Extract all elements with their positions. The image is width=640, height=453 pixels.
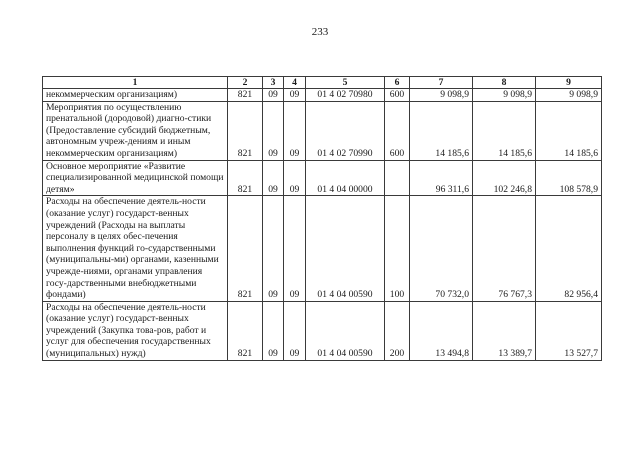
- subsection-code: 09: [284, 301, 306, 360]
- column-header: 6: [385, 77, 410, 89]
- column-header: 3: [263, 77, 284, 89]
- amount-col-9: 14 185,6: [536, 101, 602, 160]
- ministry-code: 821: [228, 89, 263, 102]
- expense-type-code: 600: [385, 89, 410, 102]
- column-header: 8: [473, 77, 536, 89]
- section-code: 09: [263, 301, 284, 360]
- table-row: [43, 160, 602, 196]
- expense-name: Основное мероприятие «Развитие специализированной медицинской помощи детям»: [43, 160, 228, 196]
- expense-type-code: [385, 160, 410, 196]
- target-article-code: 01 4 04 00000: [306, 160, 385, 196]
- subsection-code: 09: [284, 101, 306, 160]
- budget-table: [42, 76, 602, 361]
- section-code: 09: [263, 101, 284, 160]
- amount-col-8: 102 246,8: [473, 160, 536, 196]
- amount-col-7: 13 494,8: [410, 301, 473, 360]
- amount-col-8: 14 185,6: [473, 101, 536, 160]
- amount-col-8: 76 767,3: [473, 196, 536, 301]
- ministry-code: 821: [228, 301, 263, 360]
- amount-col-9: 82 956,4: [536, 196, 602, 301]
- amount-col-8: 13 389,7: [473, 301, 536, 360]
- amount-col-9: 9 098,9: [536, 89, 602, 102]
- table-header-row: [43, 77, 602, 89]
- section-code: 09: [263, 196, 284, 301]
- ministry-code: 821: [228, 160, 263, 196]
- table-row: [43, 89, 602, 102]
- table-row: [43, 101, 602, 160]
- expense-type-code: 100: [385, 196, 410, 301]
- target-article-code: 01 4 02 70990: [306, 101, 385, 160]
- column-header: 9: [536, 77, 602, 89]
- section-code: 09: [263, 160, 284, 196]
- column-header: 1: [43, 77, 228, 89]
- subsection-code: 09: [284, 160, 306, 196]
- amount-col-7: 96 311,6: [410, 160, 473, 196]
- page-number: 233: [311, 26, 329, 38]
- amount-col-9: 108 578,9: [536, 160, 602, 196]
- amount-col-9: 13 527,7: [536, 301, 602, 360]
- subsection-code: 09: [284, 196, 306, 301]
- column-header: 5: [306, 77, 385, 89]
- table-row: [43, 196, 602, 301]
- ministry-code: 821: [228, 196, 263, 301]
- expense-name: Расходы на обеспечение деятель-ности (оказание услуг) государст-венных учреждений (Расходы на выплаты персоналу в целях обес-печения выполнения функций го-сударственными (муниципальны-ми) органами, казенными учрежде-ниями, органами управления госу-дарственными внебюджетными фондами): [43, 196, 228, 301]
- target-article-code: 01 4 02 70980: [306, 89, 385, 102]
- expense-type-code: 600: [385, 101, 410, 160]
- expense-type-code: 200: [385, 301, 410, 360]
- amount-col-7: 14 185,6: [410, 101, 473, 160]
- expense-name: Расходы на обеспечение деятель-ности (оказание услуг) государст-венных учреждений (Закупка това-ров, работ и услуг для обеспечения государственных (муниципальных) нужд): [43, 301, 228, 360]
- amount-col-7: 70 732,0: [410, 196, 473, 301]
- section-code: 09: [263, 89, 284, 102]
- target-article-code: 01 4 04 00590: [306, 301, 385, 360]
- amount-col-8: 9 098,9: [473, 89, 536, 102]
- column-header: 4: [284, 77, 306, 89]
- target-article-code: 01 4 04 00590: [306, 196, 385, 301]
- expense-name: некоммерческим организациям): [43, 89, 228, 102]
- ministry-code: 821: [228, 101, 263, 160]
- expense-name: Мероприятия по осуществлению пренатальной (дородовой) диагно-стики (Предоставление субсидий бюджетным, автономным учреж-дениям и иным некоммерческим организациям): [43, 101, 228, 160]
- amount-col-7: 9 098,9: [410, 89, 473, 102]
- column-header: 2: [228, 77, 263, 89]
- subsection-code: 09: [284, 89, 306, 102]
- column-header: 7: [410, 77, 473, 89]
- table-row: [43, 301, 602, 360]
